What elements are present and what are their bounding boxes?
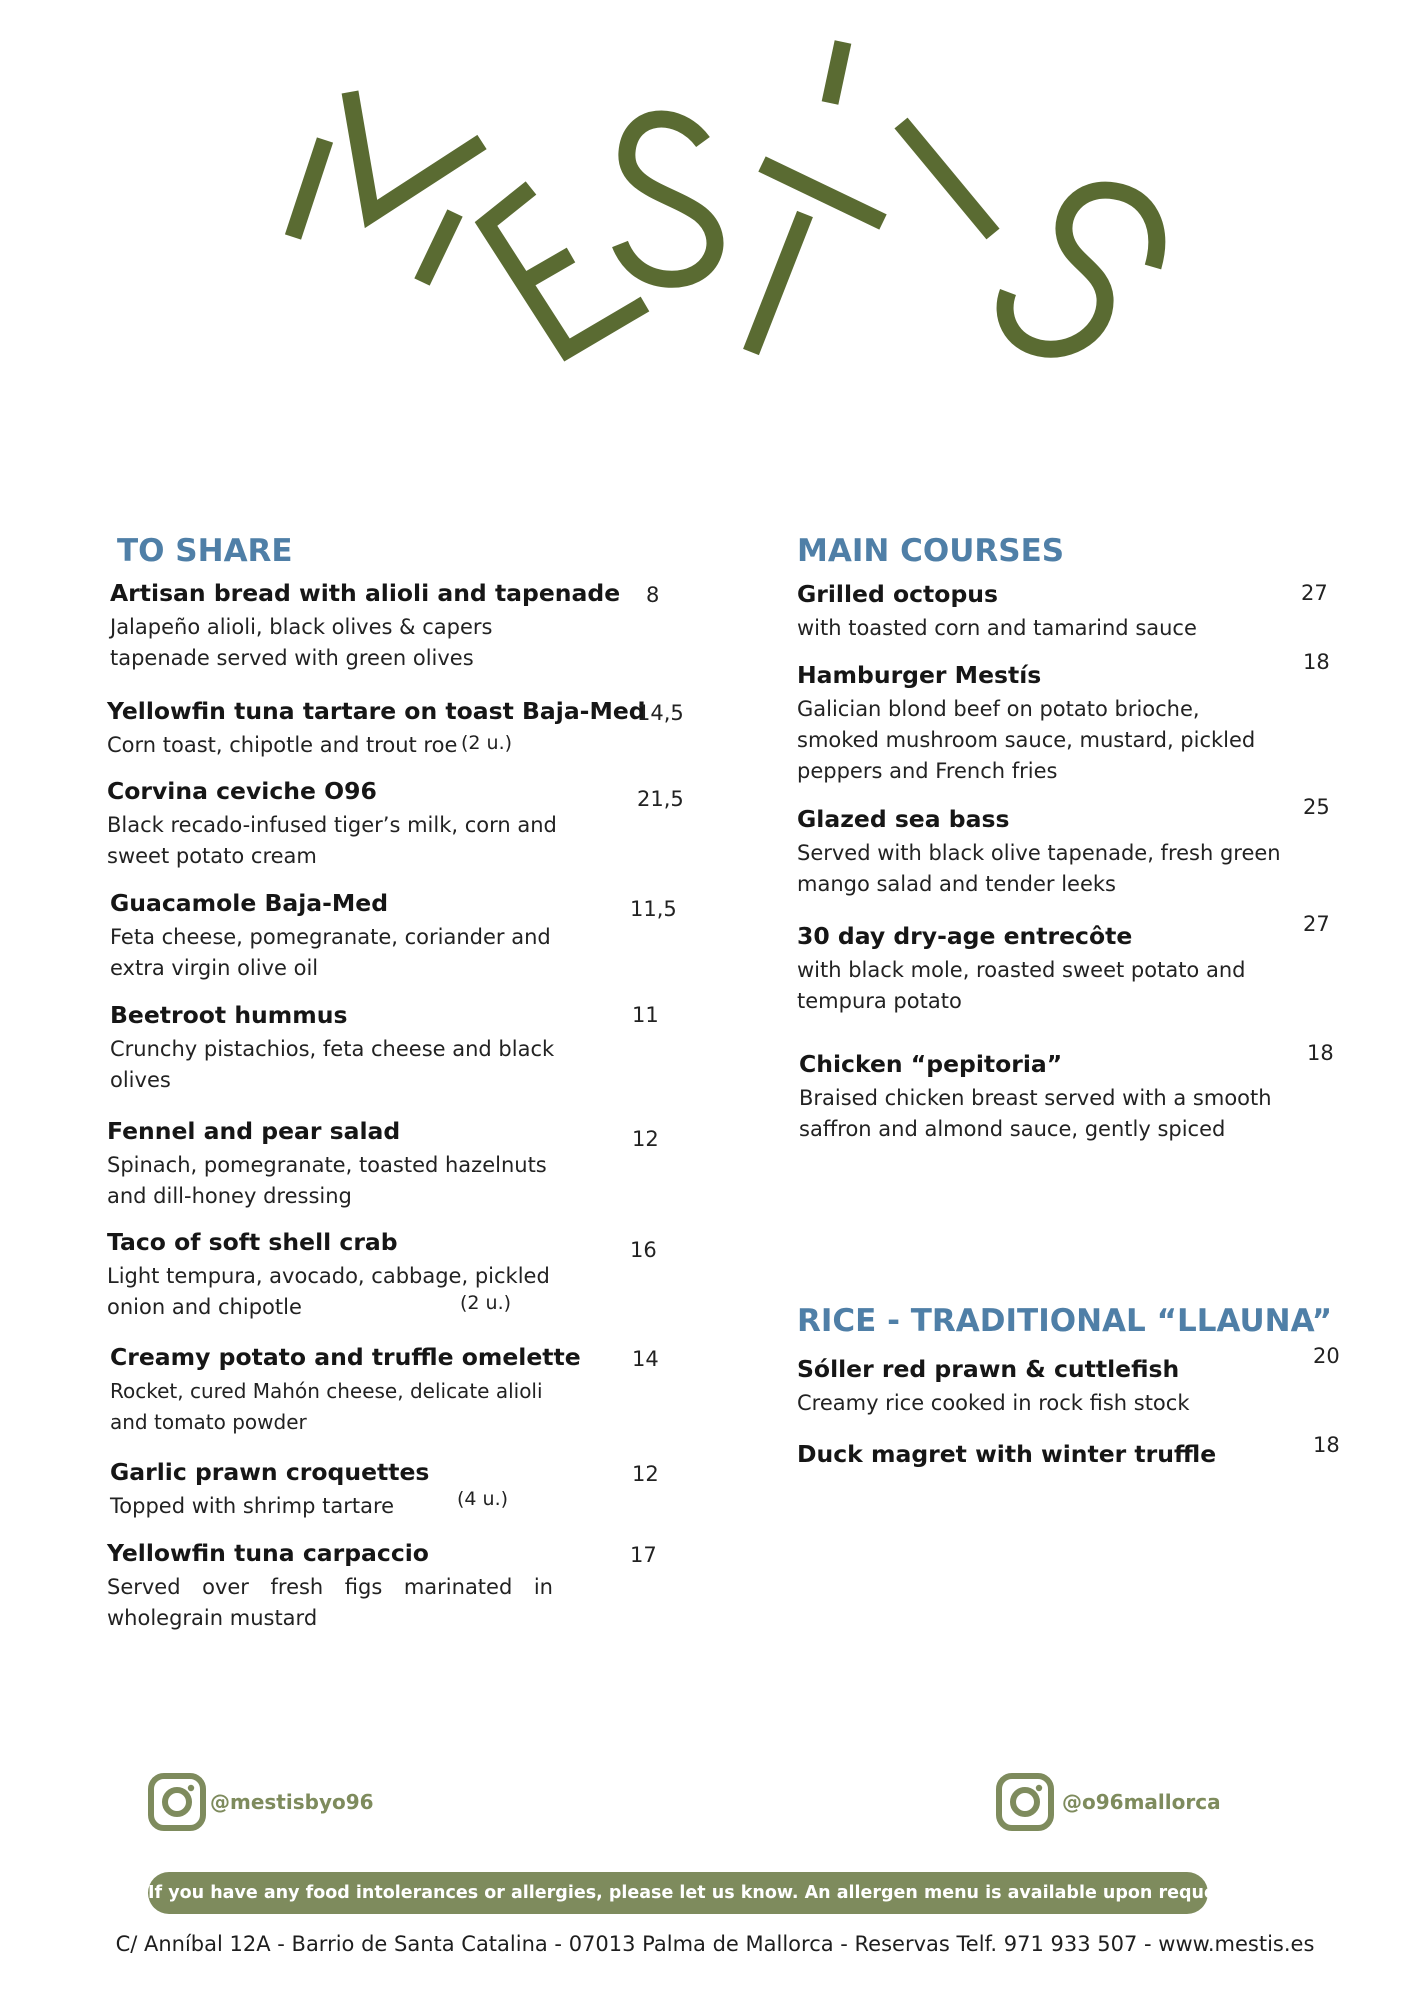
menu-item	[797, 921, 1297, 1017]
item-description: Jalapeño alioli, black olives & capers tapenade served with green olives	[110, 615, 493, 670]
item-price: 12	[632, 1127, 659, 1151]
item-price: 11	[632, 1003, 659, 1027]
item-quantity: (2 u.)	[460, 1292, 512, 1314]
section-title-main-courses: MAIN COURSES	[797, 533, 1065, 569]
item-description: Light tempura, avocado, cabbage, pickled onion and chipotle	[107, 1264, 550, 1319]
menu-item	[797, 804, 1297, 900]
item-description: Crunchy pistachios, feta cheese and black olives	[110, 1037, 555, 1092]
item-price: 25	[1303, 795, 1330, 819]
item-quantity: (4 u.)	[457, 1488, 509, 1510]
item-name: 30 day dry-age entrecôte	[797, 922, 1133, 950]
item-name: Grilled octopus	[797, 580, 998, 608]
item-price: 12	[632, 1462, 659, 1486]
item-name: Yellowfin tuna tartare on toast Baja-Med	[107, 697, 646, 725]
section-title-rice: RICE - TRADITIONAL “LLAUNA”	[797, 1303, 1333, 1339]
item-description: Creamy rice cooked in rock fish stock	[797, 1391, 1190, 1415]
item-name: Creamy potato and truffle omelette	[110, 1343, 581, 1371]
item-name: Fennel and pear salad	[107, 1117, 401, 1145]
item-name: Duck magret with winter truffle	[797, 1440, 1217, 1468]
item-name: Hamburger Mestís	[797, 661, 1042, 689]
item-price: 8	[646, 583, 660, 607]
item-description: Braised chicken breast served with a smooth saffron and almond sauce, gently spiced	[799, 1086, 1272, 1141]
menu-item	[110, 578, 621, 674]
menu-item	[110, 888, 580, 984]
menu-item	[107, 696, 646, 761]
menu-item	[107, 776, 577, 872]
item-price: 20	[1313, 1344, 1340, 1368]
item-name: Chicken “pepitoria”	[799, 1050, 1063, 1078]
item-description: Rocket, cured Mahón cheese, delicate alioli and tomato powder	[110, 1379, 543, 1434]
item-description: Feta cheese, pomegranate, coriander and extra virgin olive oil	[110, 925, 551, 980]
instagram-icon[interactable]	[996, 1773, 1054, 1831]
item-name: Glazed sea bass	[797, 805, 1010, 833]
item-name: Beetroot hummus	[110, 1001, 348, 1029]
menu-item	[110, 1342, 580, 1438]
menu-item	[107, 1116, 577, 1212]
item-price: 17	[630, 1543, 657, 1567]
item-price: 18	[1307, 1041, 1334, 1065]
item-name: Guacamole Baja-Med	[110, 889, 389, 917]
item-name: Corvina ceviche O96	[107, 777, 377, 805]
instagram-icon[interactable]	[148, 1773, 206, 1831]
menu-item	[110, 1000, 580, 1096]
item-price: 18	[1303, 650, 1330, 674]
item-price: 21,5	[637, 787, 684, 811]
menu-item	[110, 1457, 580, 1522]
allergy-notice: If you have any food intolerances or allergies, please let us know. An allergen menu is available upon request.	[148, 1872, 1208, 1914]
item-price: 11,5	[630, 897, 677, 921]
item-description: Black recado-infused tiger’s milk, corn and sweet potato cream	[107, 813, 557, 868]
section-title-to-share: TO SHARE	[117, 533, 293, 569]
item-name: Taco of soft shell crab	[107, 1228, 398, 1256]
mestis-logo	[270, 30, 1190, 390]
menu-item	[799, 1049, 1299, 1145]
item-description: with toasted corn and tamarind sauce	[797, 616, 1197, 640]
menu-item	[797, 1439, 1297, 1469]
item-description: Served over fresh figs marinated in wholegrain mustard	[107, 1575, 553, 1630]
item-price: 16	[630, 1238, 657, 1262]
item-description: Served with black olive tapenade, fresh green mango salad and tender leeks	[797, 841, 1281, 896]
menu-item	[797, 660, 1297, 787]
item-description: with black mole, roasted sweet potato and tempura potato	[797, 958, 1246, 1013]
item-description: Corn toast, chipotle and trout roe	[107, 733, 458, 757]
item-name: Sóller red prawn & cuttlefish	[797, 1355, 1180, 1383]
address-footer: C/ Anníbal 12A - Barrio de Santa Catalina - 07013 Palma de Mallorca - Reservas Telf. 971 933 507 - www.mestis.es	[115, 1932, 1315, 1956]
item-price: 27	[1303, 912, 1330, 936]
item-price: 14	[632, 1347, 659, 1371]
menu-item	[797, 579, 1297, 644]
item-price: 14,5	[637, 701, 684, 725]
instagram-handle-left[interactable]: @mestisbyo96	[210, 1790, 374, 1814]
item-price: 27	[1301, 581, 1328, 605]
item-description: Galician blond beef on potato brioche, smoked mushroom sauce, mustard, pickled peppers and French fries	[797, 697, 1256, 783]
instagram-handle-right[interactable]: @o96mallorca	[1062, 1790, 1221, 1814]
item-name: Garlic prawn croquettes	[110, 1458, 430, 1486]
item-price: 18	[1313, 1433, 1340, 1457]
item-description: Spinach, pomegranate, toasted hazelnuts and dill-honey dressing	[107, 1153, 547, 1208]
item-description: Topped with shrimp tartare	[110, 1494, 395, 1518]
menu-item	[107, 1538, 577, 1634]
item-quantity: (2 u.)	[461, 732, 513, 754]
item-name: Yellowfin tuna carpaccio	[107, 1539, 429, 1567]
item-name: Artisan bread with alioli and tapenade	[110, 579, 621, 607]
menu-item	[797, 1354, 1297, 1419]
